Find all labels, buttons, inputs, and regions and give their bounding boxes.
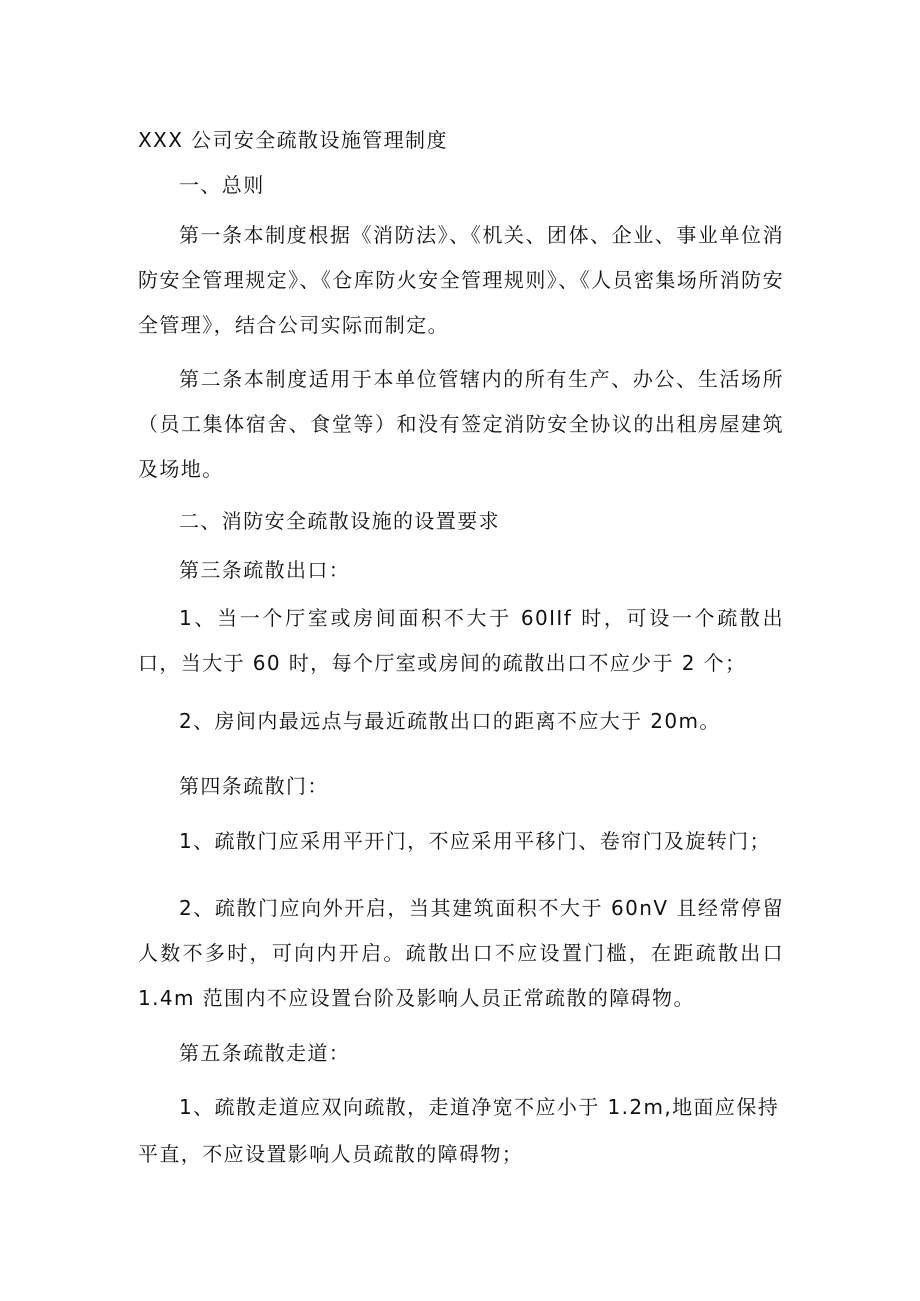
article-3-title: 第三条疏散出口： <box>179 558 351 582</box>
section-heading-requirements: 二、消防安全疏散设施的设置要求 <box>179 509 500 533</box>
article-3-item-2: 2、房间内最远点与最近疏散出口的距离不应大于 20m。 <box>179 709 721 733</box>
article-4-title: 第四条疏散门： <box>179 774 329 798</box>
article-5-title: 第五条疏散走道： <box>179 1041 351 1065</box>
article-2: 第二条本制度适用于本单位管辖内的所有生产、办公、生活场所（员工集体宿舍、食堂等）和没有签定消防安全协议的出租房屋建筑及场地。 <box>138 367 784 481</box>
article-4-item-2: 2、疏散门应向外开启，当其建筑面积不大于 60nV 且经常停留人数不多时，可向内开启。疏散出口不应设置门槛，在距疏散出口 1.4m 范围内不应设置台阶及影响人员正常疏散的障碍物。 <box>138 896 784 1010</box>
article-5-item-1-line-2: 平直，不应设置影响人员疏散的障碍物； <box>138 1142 524 1166</box>
article-4-item-1: 1、疏散门应采用平开门，不应采用平移门、卷帘门及旋转门； <box>179 829 771 853</box>
article-3-item-1: 1、当一个厅室或房间面积不大于 60IIf 时，可设一个疏散出口，当大于 60 时，每个厅室或房间的疏散出口不应少于 2 个； <box>138 606 784 675</box>
article-1: 第一条本制度根据《消防法》、《机关、团体、企业、事业单位消防安全管理规定》、《仓库防火安全管理规则》、《人员密集场所消防安全管理》，结合公司实际而制定。 <box>138 223 784 337</box>
section-heading-general: 一、总则 <box>179 173 265 197</box>
article-5-item-1-line-1: 1、疏散走道应双向疏散，走道净宽不应小于 1.2m,地面应保持 <box>179 1095 780 1119</box>
document-title: XXX 公司安全疏散设施管理制度 <box>138 128 448 152</box>
